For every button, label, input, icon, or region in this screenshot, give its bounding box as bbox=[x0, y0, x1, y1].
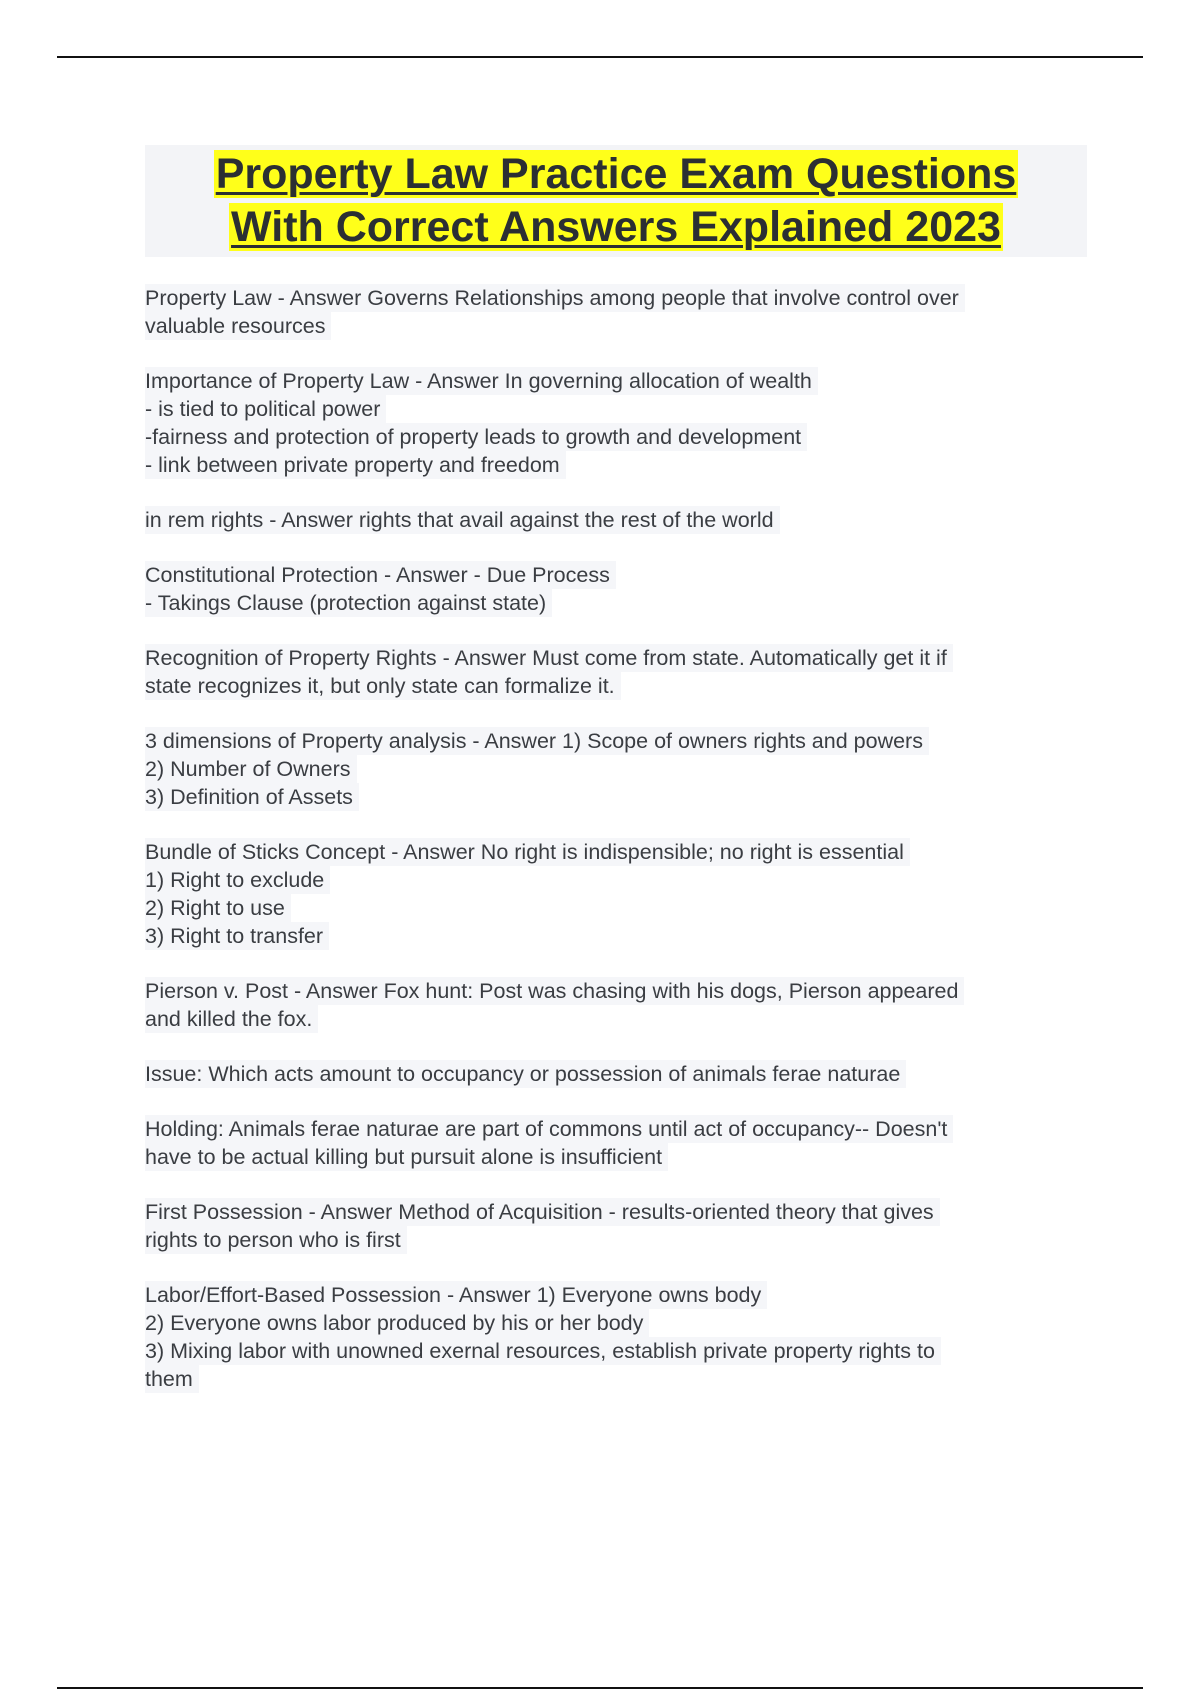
document-title bbox=[145, 145, 1087, 257]
text-line: Issue: Which acts amount to occupancy or possession of animals ferae naturae bbox=[145, 1060, 906, 1088]
text-line-row bbox=[145, 866, 1105, 894]
text-line: Importance of Property Law - Answer In governing allocation of wealth bbox=[145, 367, 818, 395]
text-line-row bbox=[145, 506, 1105, 534]
text-line: Recognition of Property Rights - Answer Must come from state. Automatically get it if bbox=[145, 644, 953, 672]
document-body bbox=[145, 284, 1105, 1420]
text-line-row bbox=[145, 1309, 1105, 1337]
text-line: Bundle of Sticks Concept - Answer No right is indispensible; no right is essential bbox=[145, 838, 910, 866]
text-line-row bbox=[145, 1005, 1105, 1033]
text-line-row bbox=[145, 1281, 1105, 1309]
text-line-row bbox=[145, 561, 1105, 589]
header-rule bbox=[57, 56, 1143, 58]
title-line: Property Law Practice Exam Questions bbox=[215, 150, 1017, 198]
text-line: and killed the fox. bbox=[145, 1005, 318, 1033]
text-line: - Takings Clause (protection against state) bbox=[145, 589, 552, 617]
text-line: 2) Right to use bbox=[145, 894, 291, 922]
text-line: valuable resources bbox=[145, 312, 331, 340]
text-line-row bbox=[145, 1060, 1105, 1088]
text-line-row bbox=[145, 1337, 1105, 1365]
text-line: 1) Right to exclude bbox=[145, 866, 330, 894]
text-line: 3) Mixing labor with unowned exernal resources, establish private property rights to bbox=[145, 1337, 941, 1365]
qa-entry bbox=[145, 838, 1105, 950]
text-line: in rem rights - Answer rights that avail against the rest of the world bbox=[145, 506, 780, 534]
text-line-row bbox=[145, 838, 1105, 866]
title-line: With Correct Answers Explained 2023 bbox=[231, 203, 1001, 251]
qa-entry bbox=[145, 644, 1105, 700]
text-line-row bbox=[145, 1226, 1105, 1254]
qa-entry bbox=[145, 727, 1105, 811]
qa-entry bbox=[145, 1198, 1105, 1254]
qa-entry bbox=[145, 506, 1105, 534]
text-line-row bbox=[145, 644, 1105, 672]
text-line: 2) Number of Owners bbox=[145, 755, 357, 783]
text-line: First Possession - Answer Method of Acquisition - results-oriented theory that gives bbox=[145, 1198, 940, 1226]
text-line-row bbox=[145, 367, 1105, 395]
text-line-row bbox=[145, 894, 1105, 922]
text-line-row bbox=[145, 1143, 1105, 1171]
text-line: have to be actual killing but pursuit alone is insufficient bbox=[145, 1143, 668, 1171]
text-line: 2) Everyone owns labor produced by his or her body bbox=[145, 1309, 649, 1337]
text-line-row bbox=[145, 589, 1105, 617]
text-line-row bbox=[145, 1365, 1105, 1393]
text-line: 3) Definition of Assets bbox=[145, 783, 359, 811]
qa-entry bbox=[145, 977, 1105, 1033]
qa-entry bbox=[145, 367, 1105, 479]
text-line-row bbox=[145, 783, 1105, 811]
text-line-row bbox=[145, 922, 1105, 950]
text-line: Property Law - Answer Governs Relationships among people that involve control over bbox=[145, 284, 965, 312]
text-line-row bbox=[145, 312, 1105, 340]
text-line: Labor/Effort-Based Possession - Answer 1) Everyone owns body bbox=[145, 1281, 767, 1309]
text-line: 3) Right to transfer bbox=[145, 922, 329, 950]
text-line-row bbox=[145, 672, 1105, 700]
text-line: rights to person who is first bbox=[145, 1226, 407, 1254]
text-line: them bbox=[145, 1365, 199, 1393]
qa-entry bbox=[145, 284, 1105, 340]
text-line: Constitutional Protection - Answer - Due Process bbox=[145, 561, 616, 589]
text-line-row bbox=[145, 451, 1105, 479]
qa-entry bbox=[145, 561, 1105, 617]
qa-entry bbox=[145, 1115, 1105, 1171]
text-line-row bbox=[145, 284, 1105, 312]
qa-entry bbox=[145, 1060, 1105, 1088]
text-line: Pierson v. Post - Answer Fox hunt: Post was chasing with his dogs, Pierson appeared bbox=[145, 977, 964, 1005]
text-line-row bbox=[145, 977, 1105, 1005]
text-line: Holding: Animals ferae naturae are part of commons until act of occupancy-- Doesn't bbox=[145, 1115, 953, 1143]
text-line-row bbox=[145, 727, 1105, 755]
text-line: -fairness and protection of property leads to growth and development bbox=[145, 423, 807, 451]
text-line-row bbox=[145, 423, 1105, 451]
text-line-row bbox=[145, 1115, 1105, 1143]
text-line-row bbox=[145, 755, 1105, 783]
qa-entry bbox=[145, 1281, 1105, 1393]
text-line-row bbox=[145, 1198, 1105, 1226]
text-line-row bbox=[145, 395, 1105, 423]
text-line: - link between private property and freedom bbox=[145, 451, 566, 479]
footer-rule bbox=[57, 1687, 1143, 1689]
text-line: state recognizes it, but only state can formalize it. bbox=[145, 672, 621, 700]
text-line: - is tied to political power bbox=[145, 395, 386, 423]
text-line: 3 dimensions of Property analysis - Answer 1) Scope of owners rights and powers bbox=[145, 727, 929, 755]
